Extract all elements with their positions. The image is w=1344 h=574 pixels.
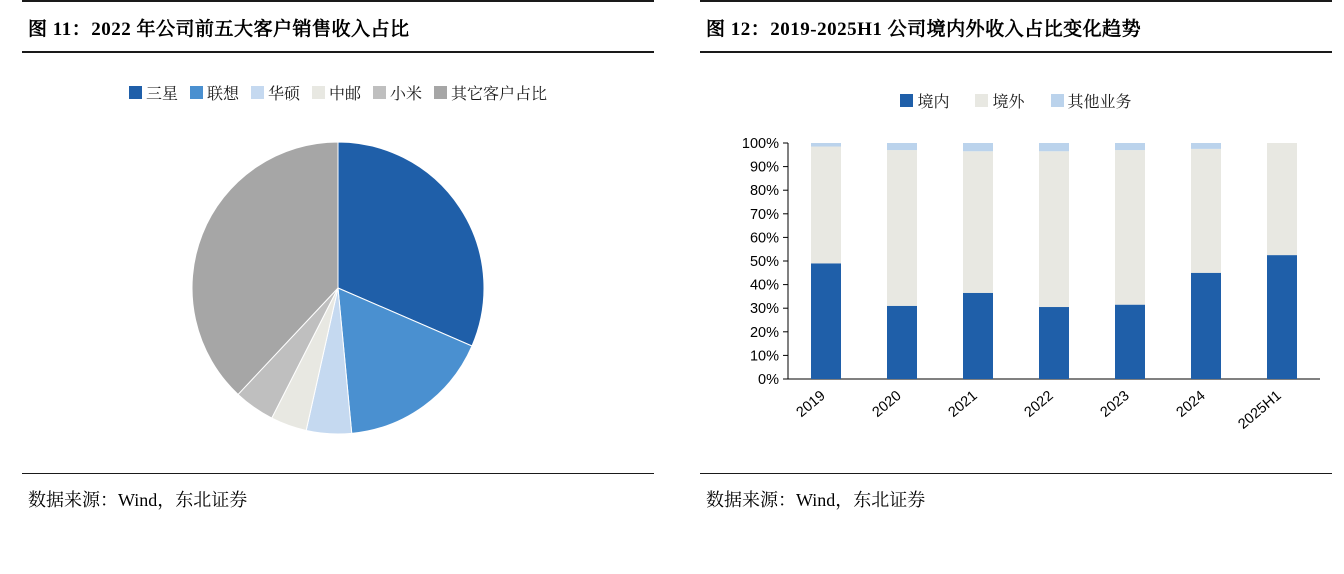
bar-segment bbox=[963, 143, 993, 151]
x-tick-label: 2023 bbox=[1097, 387, 1133, 421]
legend-item-other-business bbox=[1051, 89, 1132, 112]
bar-segment bbox=[1115, 143, 1145, 150]
legend-swatch-icon bbox=[1051, 94, 1064, 107]
x-tick-label: 2025H1 bbox=[1235, 387, 1285, 433]
legend-item-domestic bbox=[900, 89, 949, 112]
figure-source-12: 数据来源：Wind，东北证券 bbox=[706, 490, 926, 510]
x-tick-label: 2024 bbox=[1173, 387, 1209, 421]
bar-segment bbox=[1267, 255, 1297, 379]
legend-label: 华硕 bbox=[267, 86, 300, 103]
pie-chart-area bbox=[22, 53, 654, 473]
figure-title-12: 图 12：2019-2025H1 公司境内外收入占比变化趋势 bbox=[706, 19, 1142, 40]
legend-item-overseas bbox=[975, 89, 1024, 112]
legend-item-asus bbox=[251, 81, 300, 104]
bar-segment bbox=[963, 151, 993, 293]
y-tick-label: 30% bbox=[749, 301, 779, 318]
bar-segment bbox=[811, 147, 841, 264]
bar-segment bbox=[1115, 305, 1145, 379]
bar-svg bbox=[700, 131, 1332, 461]
figure-panel-12 bbox=[700, 0, 1332, 574]
y-tick-label: 0% bbox=[758, 372, 779, 388]
y-tick-label: 60% bbox=[749, 230, 779, 247]
y-tick-label: 40% bbox=[749, 277, 779, 294]
x-tick-label-group bbox=[1235, 388, 1284, 433]
legend-swatch-icon bbox=[434, 86, 447, 99]
y-tick-label: 50% bbox=[749, 254, 779, 270]
legend-item-samsung bbox=[129, 81, 178, 104]
bar-segment bbox=[1039, 143, 1069, 151]
legend-label: 其它客户占比 bbox=[451, 86, 548, 103]
bar-segment bbox=[1267, 143, 1297, 255]
pie-svg bbox=[22, 125, 654, 455]
legend-swatch-icon bbox=[373, 86, 386, 99]
pie-legend bbox=[22, 81, 654, 104]
x-tick-label-group bbox=[794, 388, 829, 421]
legend-label: 其他业务 bbox=[1067, 94, 1132, 111]
figure-title-11: 图 11：2022 年公司前五大客户销售收入占比 bbox=[28, 19, 410, 40]
legend-swatch-icon bbox=[975, 94, 988, 107]
bar-segment bbox=[1191, 273, 1221, 379]
y-tick-label: 100% bbox=[741, 136, 779, 152]
legend-label: 联想 bbox=[206, 86, 239, 103]
figure-source-11: 数据来源：Wind，东北证券 bbox=[28, 490, 248, 510]
bar-segment bbox=[811, 263, 841, 379]
legend-item-others bbox=[434, 81, 547, 104]
y-tick-label: 10% bbox=[749, 348, 779, 365]
bar-chart-area bbox=[700, 53, 1332, 473]
x-tick-label-group bbox=[1022, 388, 1057, 421]
y-tick-label: 70% bbox=[749, 206, 779, 223]
x-tick-label: 2021 bbox=[945, 387, 981, 421]
pie-chart bbox=[22, 125, 654, 455]
legend-item-xiaomi bbox=[373, 81, 422, 104]
bar-legend bbox=[700, 89, 1332, 112]
x-tick-label-group bbox=[946, 388, 981, 421]
legend-swatch-icon bbox=[900, 94, 913, 107]
y-tick-label: 20% bbox=[749, 324, 779, 341]
bar-segment bbox=[887, 306, 917, 379]
y-tick-label: 90% bbox=[749, 159, 779, 176]
bar-chart bbox=[700, 131, 1332, 461]
legend-item-chinapost bbox=[312, 81, 361, 104]
legend-swatch-icon bbox=[251, 86, 264, 99]
bar-segment bbox=[1115, 150, 1145, 305]
legend-item-lenovo bbox=[190, 81, 239, 104]
legend-label: 境外 bbox=[992, 94, 1025, 111]
legend-swatch-icon bbox=[129, 86, 142, 99]
x-tick-label-group bbox=[870, 388, 905, 421]
y-tick-label: 80% bbox=[749, 183, 779, 200]
bar-segment bbox=[887, 143, 917, 150]
legend-label: 境内 bbox=[917, 94, 950, 111]
figure-panel-11 bbox=[22, 0, 654, 574]
x-tick-label: 2019 bbox=[793, 387, 829, 421]
bar-segment bbox=[963, 293, 993, 379]
bar-segment bbox=[811, 143, 841, 147]
x-tick-label-group bbox=[1174, 388, 1209, 421]
bar-segment bbox=[1191, 149, 1221, 273]
bar-segment bbox=[1039, 307, 1069, 379]
bar-segment bbox=[1191, 143, 1221, 149]
legend-label: 三星 bbox=[145, 86, 178, 103]
legend-label: 中邮 bbox=[329, 86, 362, 103]
x-tick-label: 2022 bbox=[1021, 387, 1057, 421]
legend-label: 小米 bbox=[390, 86, 423, 103]
bar-segment bbox=[1039, 151, 1069, 307]
x-tick-label-group bbox=[1098, 388, 1133, 421]
bar-segment bbox=[887, 150, 917, 306]
x-tick-label: 2020 bbox=[869, 387, 905, 421]
legend-swatch-icon bbox=[312, 86, 325, 99]
legend-swatch-icon bbox=[190, 86, 203, 99]
